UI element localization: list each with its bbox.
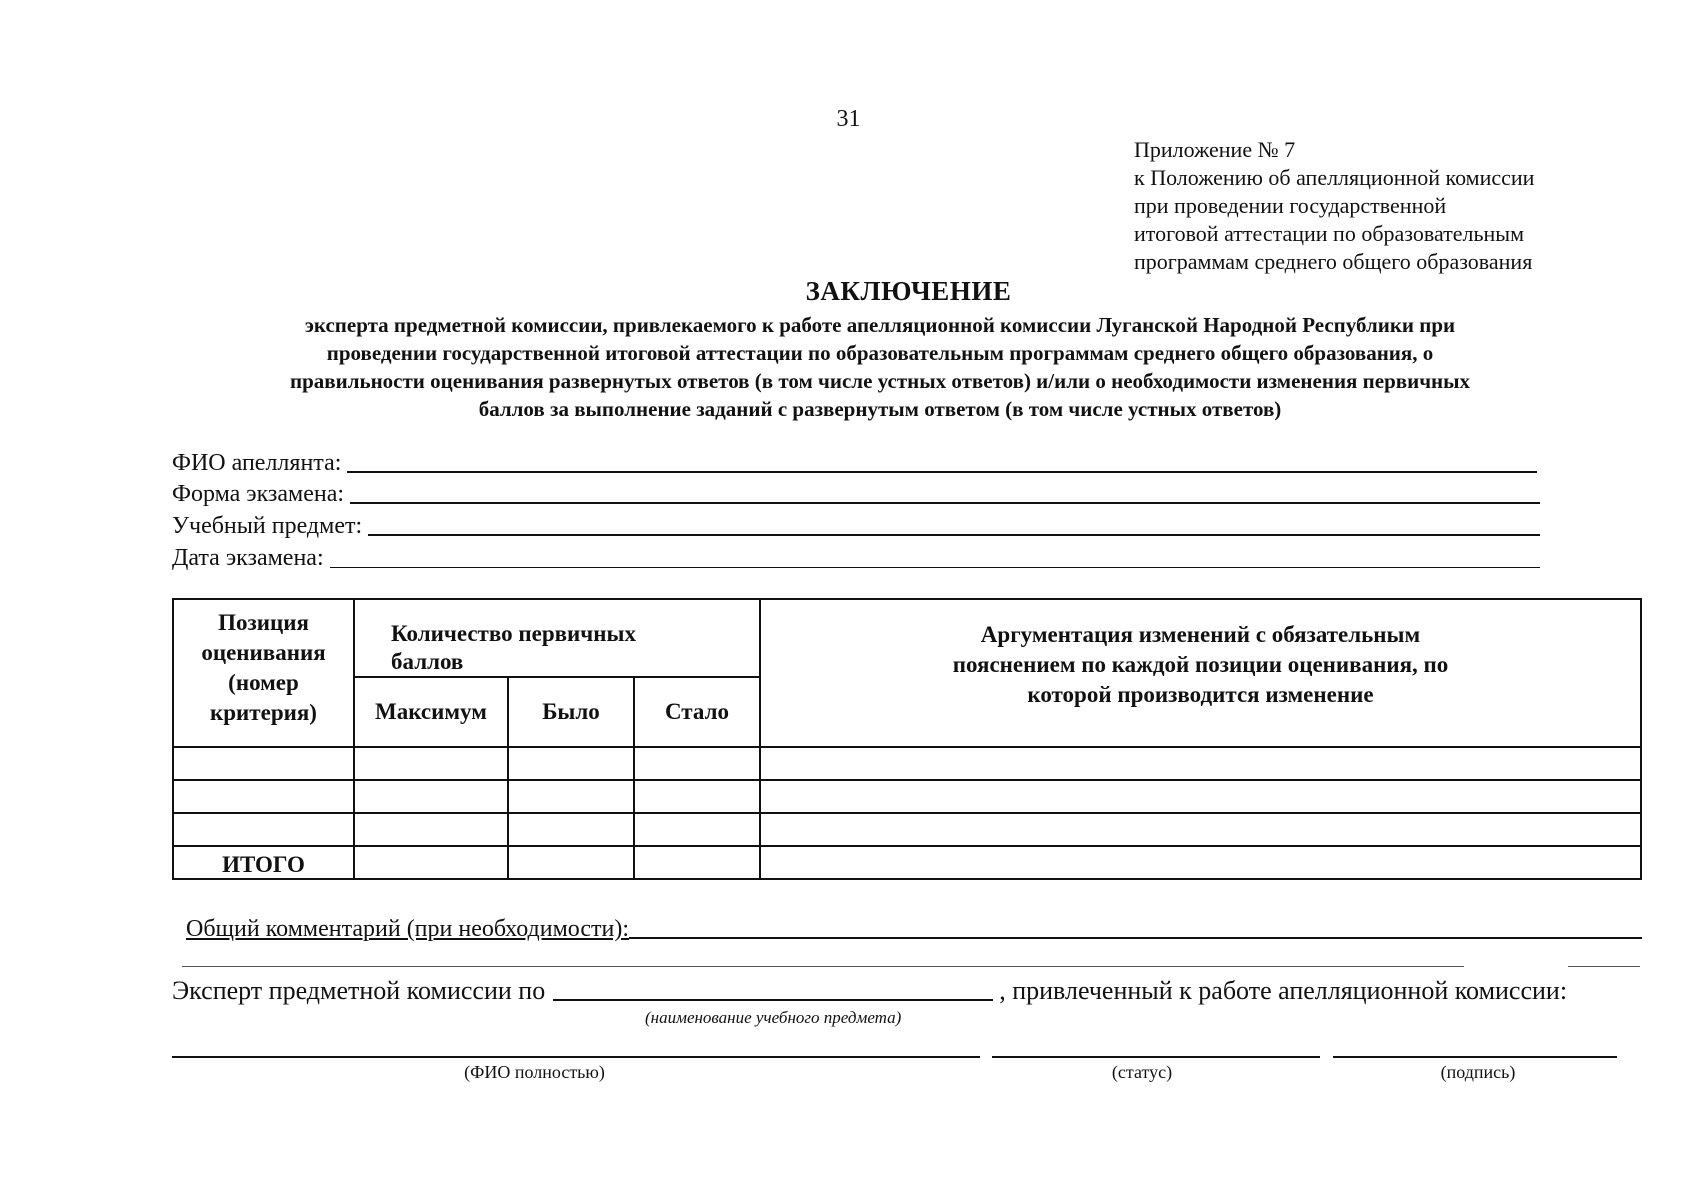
table-cell[interactable] xyxy=(760,813,1641,846)
subject-label: Учебный предмет: xyxy=(172,513,363,539)
appellant-label: ФИО апеллянта: xyxy=(172,450,342,476)
table-cell[interactable] xyxy=(508,846,634,879)
table-cell[interactable] xyxy=(634,780,760,813)
expert-suffix: , привлеченный к работе апелляционной комиссии: xyxy=(999,976,1568,1005)
table-cell[interactable] xyxy=(508,747,634,780)
status-input-line[interactable] xyxy=(992,1056,1320,1058)
fio-input-line[interactable] xyxy=(172,1056,980,1058)
table-row xyxy=(173,813,1641,846)
subject-input-line[interactable] xyxy=(368,533,1540,536)
table-cell[interactable] xyxy=(760,846,1641,879)
document-subtitle xyxy=(180,311,1580,423)
subtitle-line: проведении государственной итоговой аттестации по образовательным программам среднего общего образования, о xyxy=(326,341,1434,365)
became-header: Стало xyxy=(634,677,760,747)
table-cell[interactable] xyxy=(760,780,1641,813)
comment-input-line-2[interactable] xyxy=(182,966,1464,967)
signature-input-line[interactable] xyxy=(1333,1056,1617,1058)
expert-prefix: Эксперт предметной комиссии по xyxy=(172,976,546,1005)
table-cell[interactable] xyxy=(354,747,508,780)
status-caption: (статус) xyxy=(1111,1062,1173,1082)
table-cell[interactable] xyxy=(173,780,354,813)
appendix-line: при проведении государственной xyxy=(1134,193,1447,218)
subject-field[interactable] xyxy=(172,509,1540,539)
table-cell[interactable] xyxy=(634,846,760,879)
appendix-line: к Положению об апелляционной комиссии xyxy=(1134,165,1535,190)
appendix-line: итоговой аттестации по образовательным xyxy=(1134,221,1525,246)
was-header: Было xyxy=(508,677,634,747)
exam-form-input-line[interactable] xyxy=(350,501,1540,504)
appellant-field[interactable] xyxy=(172,446,1537,476)
exam-date-input-line[interactable] xyxy=(330,566,1540,568)
table-cell[interactable] xyxy=(508,813,634,846)
comment-input-line-2-end[interactable] xyxy=(1568,966,1640,967)
appendix-line: программам среднего общего образования xyxy=(1134,249,1533,274)
table-row xyxy=(173,780,1641,813)
expert-subject-input-line[interactable] xyxy=(553,998,993,1001)
subtitle-line: эксперта предметной комиссии, привлекаемого к работе апелляционной комиссии Луганской Народной Республики при xyxy=(304,313,1456,337)
subtitle-line: правильности оценивания развернутых ответов (в том числе устных ответов) и/или о необходимости изменения первичных xyxy=(289,369,1471,393)
points-header: Количество первичных баллов xyxy=(354,599,760,677)
table-cell[interactable] xyxy=(760,747,1641,780)
exam-date-label: Дата экзамена: xyxy=(172,545,324,571)
argument-header: Аргументация изменений с обязательным пояснением по каждой позиции оценивания, по которой производится изменение xyxy=(760,599,1641,747)
fio-caption: (ФИО полностью) xyxy=(464,1062,605,1082)
subtitle-line: баллов за выполнение заданий с развернутым ответом (в том числе устных ответов) xyxy=(478,397,1282,421)
appendix-note xyxy=(1134,136,1534,276)
table-cell[interactable] xyxy=(173,747,354,780)
table-cell[interactable] xyxy=(354,846,508,879)
table-cell[interactable] xyxy=(634,813,760,846)
assessment-table xyxy=(172,598,1642,880)
total-row xyxy=(173,846,1641,879)
comment-field[interactable] xyxy=(186,916,1642,943)
appellant-input-line[interactable] xyxy=(347,470,1537,473)
position-header: Позиция оценивания (номер критерия) xyxy=(173,599,354,747)
exam-date-field[interactable] xyxy=(172,541,1540,571)
comment-label: Общий комментарий (при необходимости): xyxy=(186,916,630,942)
exam-form-field[interactable] xyxy=(172,477,1540,507)
subject-caption: (наименование учебного предмета) xyxy=(645,1008,902,1027)
total-label: ИТОГО xyxy=(173,846,354,879)
exam-form-label: Форма экзамена: xyxy=(172,481,345,507)
table-cell[interactable] xyxy=(354,813,508,846)
table-cell[interactable] xyxy=(508,780,634,813)
expert-statement xyxy=(172,976,1642,1006)
table-cell[interactable] xyxy=(173,813,354,846)
appendix-line: Приложение № 7 xyxy=(1134,137,1296,162)
signature-caption: (подпись) xyxy=(1440,1062,1516,1082)
table-cell[interactable] xyxy=(634,747,760,780)
document-title: ЗАКЛЮЧЕНИЕ xyxy=(805,276,1012,306)
comment-input-line[interactable] xyxy=(629,936,1642,939)
page-number: 31 xyxy=(836,106,861,132)
max-header: Максимум xyxy=(354,677,508,747)
table-cell[interactable] xyxy=(354,780,508,813)
table-row xyxy=(173,747,1641,780)
